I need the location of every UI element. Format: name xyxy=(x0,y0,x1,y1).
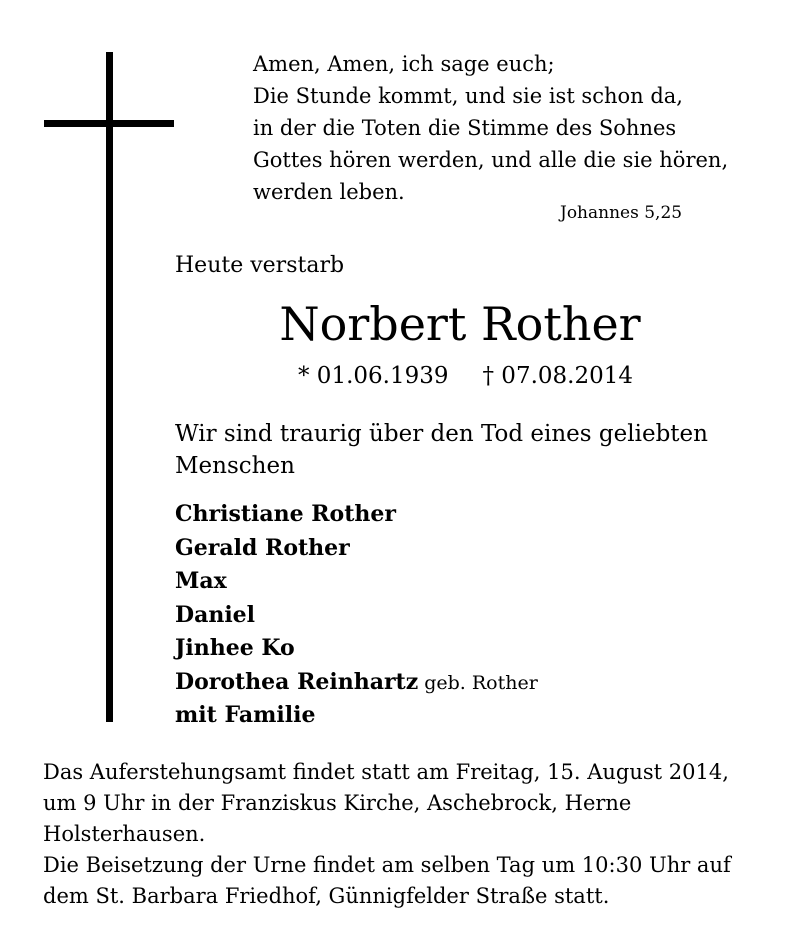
service-line: dem St. Barbara Friedhof, Günnigfelder Straße statt. xyxy=(43,884,610,908)
family-member-name: Christiane Rother xyxy=(175,501,396,527)
verse-line: in der die Toten die Stimme des Sohnes xyxy=(253,116,677,140)
service-line: Holsterhausen. xyxy=(43,822,206,846)
family-member xyxy=(175,666,538,700)
announcement-intro: Heute verstarb xyxy=(175,253,345,278)
family-member xyxy=(175,498,538,532)
family-member-suffix: geb. Rother xyxy=(424,671,538,694)
service-line: Das Auferstehungsamt findet statt am Freitag, 15. August 2014, xyxy=(43,760,729,784)
mourning-text xyxy=(175,418,775,482)
mourning-line: Menschen xyxy=(175,453,295,479)
family-member-name: mit Familie xyxy=(175,702,316,728)
family-member-name: Daniel xyxy=(175,601,256,628)
life-dates xyxy=(298,360,633,392)
death-date: † 07.08.2014 xyxy=(482,363,633,389)
verse-line: Gottes hören werden, und alle die sie hören, xyxy=(253,148,729,172)
family-member-name: Dorothea Reinhartz xyxy=(175,668,419,695)
deceased-name: Norbert Rother xyxy=(279,297,641,351)
family-member xyxy=(175,632,538,666)
family-member-name: Gerald Rother xyxy=(175,534,350,561)
cross-icon xyxy=(44,52,174,722)
family-member xyxy=(175,532,538,566)
bible-verse xyxy=(253,48,773,208)
mourning-line: Wir sind traurig über den Tod eines geliebten xyxy=(175,421,708,447)
verse-line: Die Stunde kommt, und sie ist schon da, xyxy=(253,84,683,108)
cross-vertical-bar xyxy=(106,52,113,722)
family-member xyxy=(175,599,538,633)
service-line: Die Beisetzung der Urne findet am selben Tag um 10:30 Uhr auf xyxy=(43,853,731,877)
family-member xyxy=(175,699,538,733)
family-member xyxy=(175,565,538,599)
service-details xyxy=(43,757,783,912)
birth-date: * 01.06.1939 xyxy=(298,363,449,389)
family-list xyxy=(175,498,538,733)
verse-line: Amen, Amen, ich sage euch; xyxy=(253,52,555,76)
family-member-name: Max xyxy=(175,568,227,594)
family-member-name: Jinhee Ko xyxy=(175,635,295,661)
verse-reference: Johannes 5,25 xyxy=(560,203,683,223)
service-line: um 9 Uhr in der Franziskus Kirche, Aschebrock, Herne xyxy=(43,791,632,815)
cross-horizontal-bar xyxy=(44,120,174,127)
verse-line: werden leben. xyxy=(253,180,405,204)
